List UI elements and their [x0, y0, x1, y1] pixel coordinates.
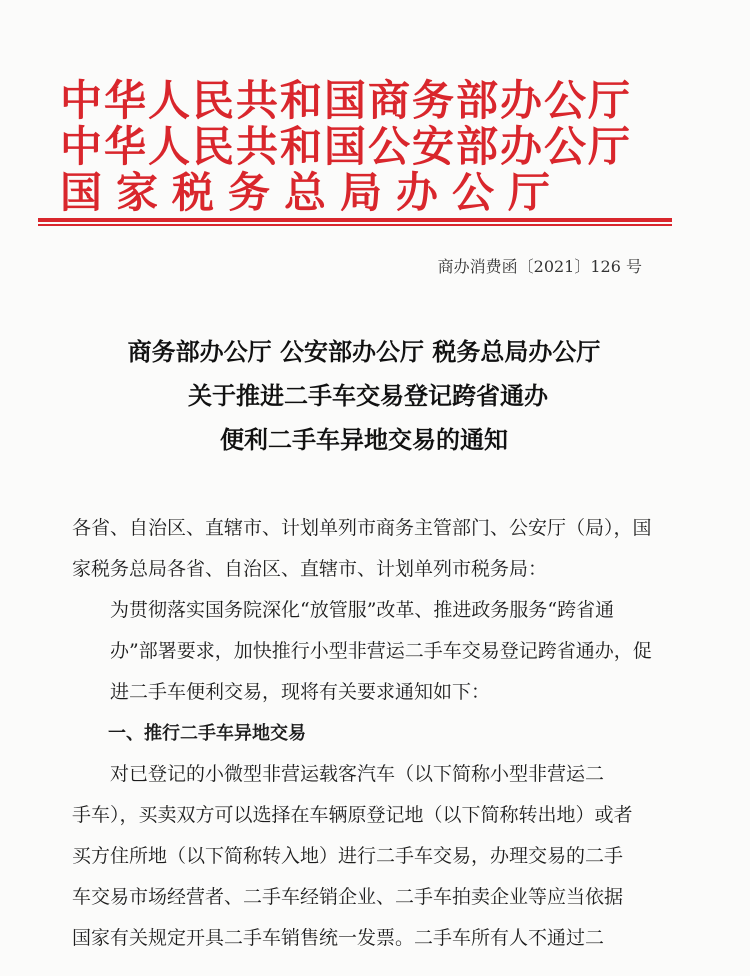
text-line: 为贯彻落实国务院深化“放管服”改革、推进政务服务“跨省通: [110, 599, 615, 621]
divider-thin-line: [38, 224, 672, 226]
text-line: 家税务总局各省、自治区、直辖市、计划单列市税务局：: [72, 558, 548, 580]
document-body: [72, 508, 676, 959]
addressee-paragraph: [72, 508, 676, 590]
title-line-1: 商务部办公厅 公安部办公厅 税务总局办公厅: [127, 338, 601, 366]
document-title: [0, 330, 750, 462]
text-line: 手车），买卖双方可以选择在车辆原登记地（以下简称转出地）或者: [72, 804, 633, 826]
letterhead-line-public-security: 中华人民共和国公安部办公厅: [60, 124, 633, 170]
text-line: 办”部署要求，加快推行小型非营运二手车交易登记跨省通办，促: [110, 640, 652, 662]
text-line: 各省、自治区、直辖市、计划单列市商务主管部门、公安厅（局），国: [72, 517, 652, 539]
title-line-2: 关于推进二手车交易登记跨省通办: [188, 382, 548, 410]
letterhead-line-commerce: 中华人民共和国商务部办公厅: [60, 78, 633, 124]
text-line: 对已登记的小微型非营运载客汽车（以下简称小型非营运二: [110, 763, 605, 785]
section-heading-1: 一、推行二手车异地交易: [108, 723, 306, 744]
text-line: 国家有关规定开具二手车销售统一发票。二手车所有人不通过二: [72, 927, 605, 949]
letterhead-divider: [38, 218, 672, 226]
text-line: 进二手车便利交易，现将有关要求通知如下：: [110, 681, 491, 703]
document-number: 商办消费函〔2021〕126 号: [437, 257, 642, 276]
intro-paragraph: [72, 590, 676, 713]
section-1-paragraph: [72, 754, 676, 959]
title-line-3: 便利二手车异地交易的通知: [220, 426, 508, 454]
text-line: 买方住所地（以下简称转入地）进行二手车交易，办理交易的二手: [72, 845, 624, 867]
letterhead: [60, 78, 660, 216]
text-line: 车交易市场经营者、二手车经销企业、二手车拍卖企业等应当依据: [72, 886, 624, 908]
letterhead-line-taxation: 国家税务总局办公厅: [60, 170, 565, 216]
